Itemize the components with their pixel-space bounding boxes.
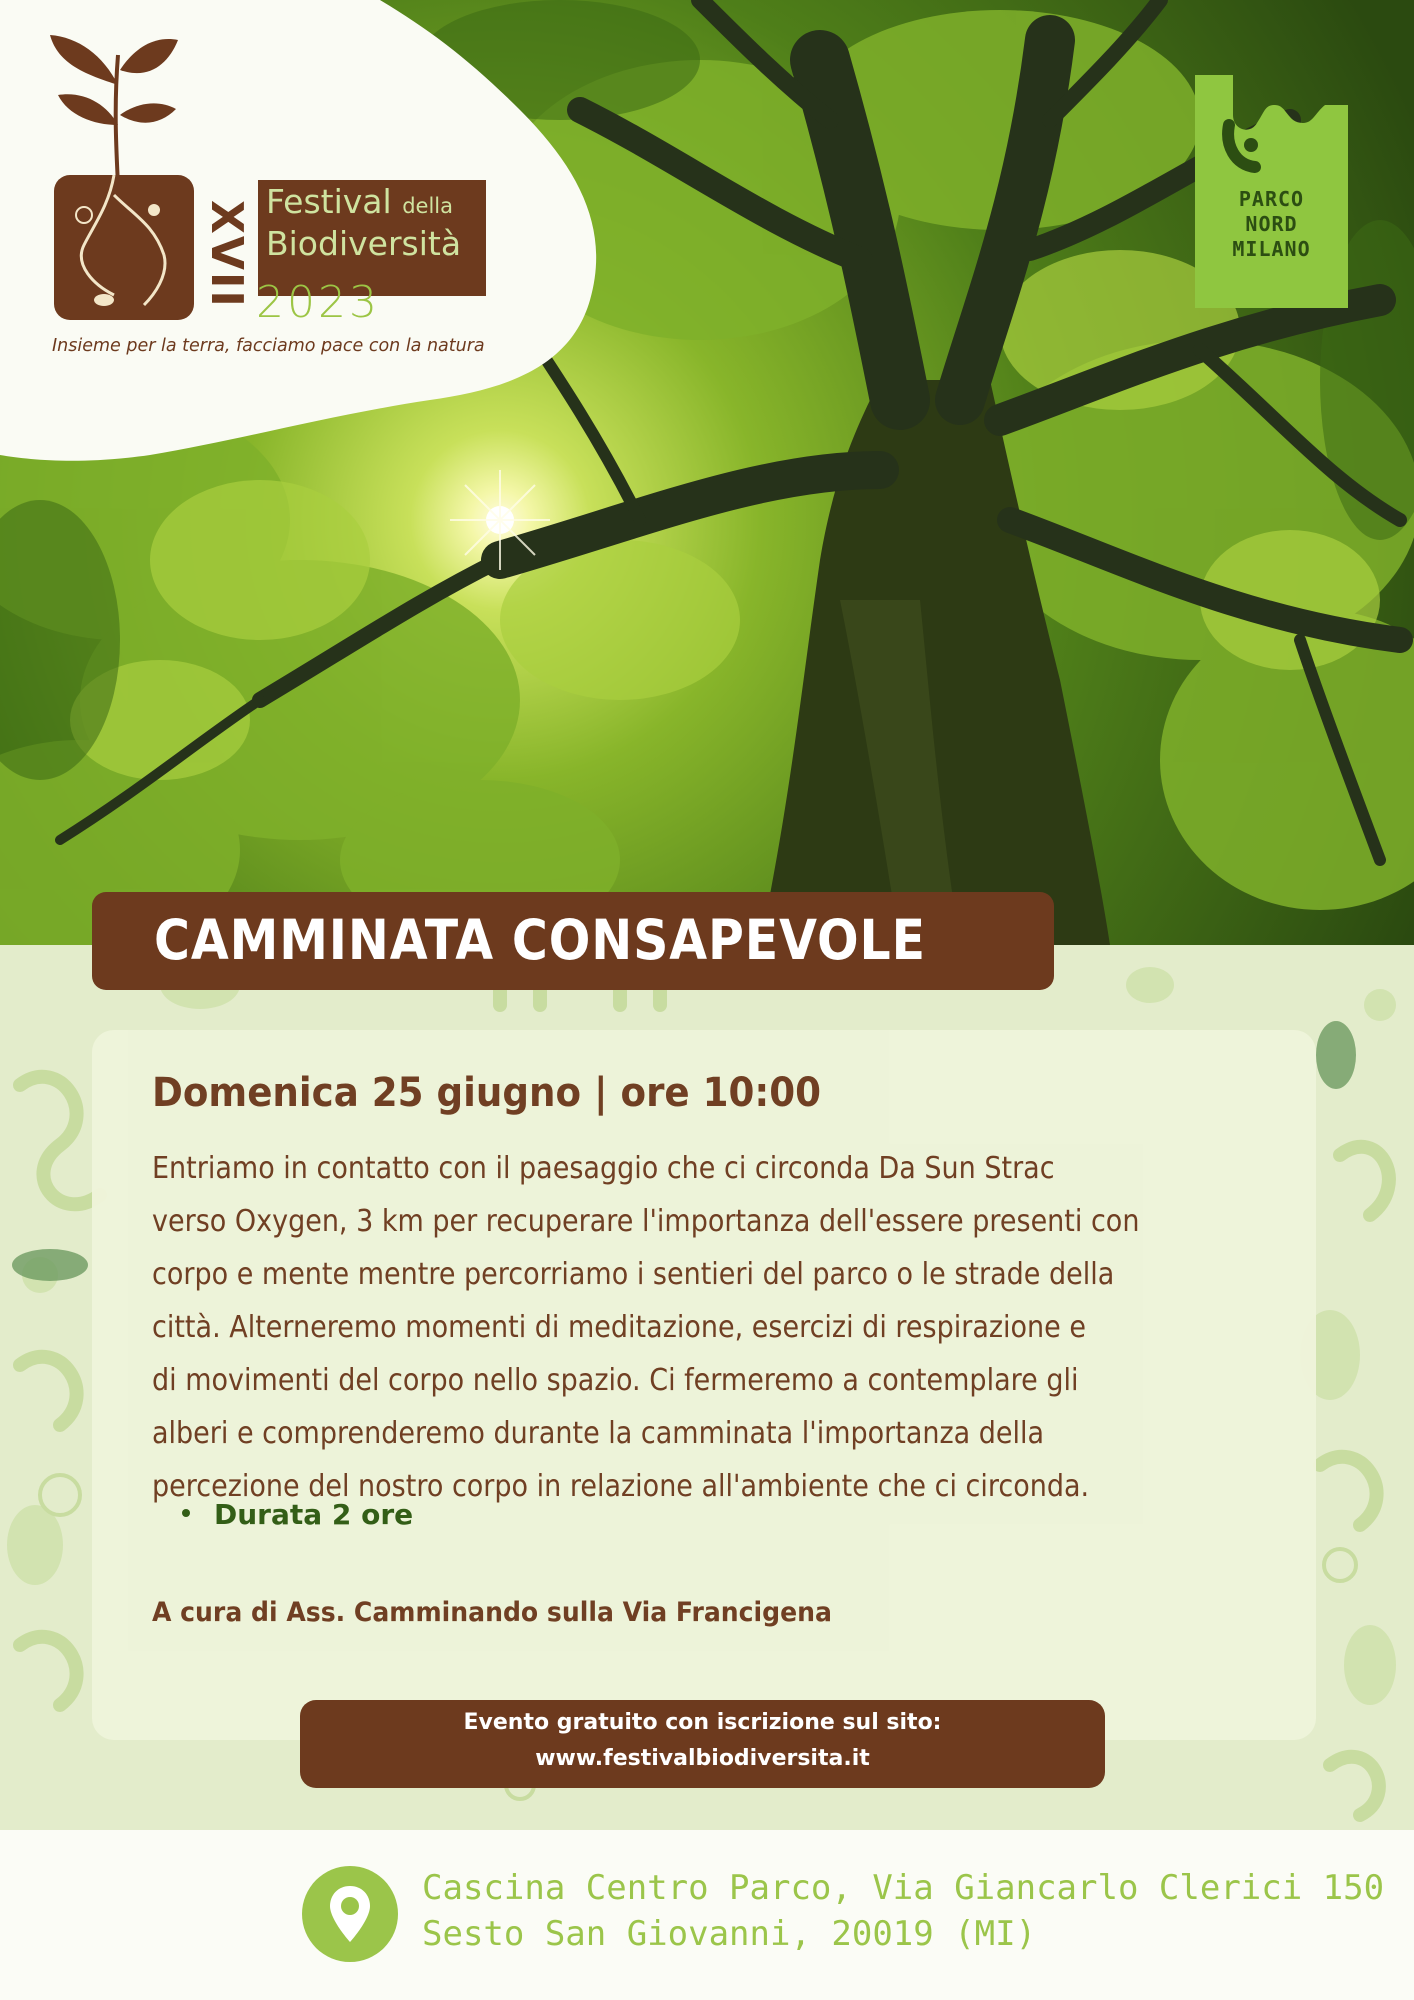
duration-text: Durata 2 ore (214, 1498, 414, 1531)
description-line: alberi e comprenderemo durante la camminata l'importanza della (152, 1416, 1045, 1451)
festival-name-line1: Festival della (266, 182, 453, 221)
description-line: percezione del nostro corpo in relazione all'ambiente che ci circonda. (152, 1469, 1090, 1504)
event-details-card (92, 1030, 1316, 1740)
soil-roots-icon (54, 175, 194, 320)
festival-logo (48, 25, 498, 365)
event-title-banner (92, 892, 1054, 990)
registration-banner[interactable] (300, 1700, 1105, 1788)
description-line: città. Alterneremo momenti di meditazione, esercizi di respirazione e (152, 1310, 1086, 1345)
oak-sprout-icon (48, 25, 208, 185)
edition-numeral: XVII (201, 200, 252, 309)
registration-text: Evento gratuito con iscrizione sul sito: (463, 1710, 942, 1735)
address-line1: Cascina Centro Parco, Via Giancarlo Clerici 150 (422, 1868, 1385, 1908)
event-curator: A cura di Ass. Camminando sulla Via Francigena (152, 1597, 832, 1628)
festival-name-line2: Biodiversità (266, 224, 462, 263)
registration-link[interactable]: www.festivalbiodiversita.it (535, 1746, 870, 1771)
description-line: Entriamo in contatto con il paesaggio che ci circonda Da Sun Strac (152, 1151, 1055, 1186)
event-description (152, 1142, 1196, 1513)
description-line: corpo e mente mentre percorriamo i sentieri del parco o le strade della (152, 1257, 1115, 1292)
soil-emblem (54, 175, 194, 320)
address-line2: Sesto San Giovanni, 20019 (MI) (422, 1914, 1037, 1954)
description-line: di movimenti del corpo nello spazio. Ci fermeremo a contemplare gli (152, 1363, 1079, 1398)
bullet-icon (182, 1509, 190, 1517)
event-title: CAMMINATA CONSAPEVOLE (154, 908, 926, 972)
festival-year: 2023 (256, 277, 380, 328)
event-date: Domenica 25 giugno | ore 10:00 (152, 1070, 822, 1116)
parco-nord-logo (1195, 75, 1348, 308)
map-pin-icon (302, 1866, 398, 1962)
festival-tagline: Insieme per la terra, facciamo pace con la natura (52, 336, 485, 356)
duration-item (182, 1498, 413, 1531)
parco-nord-wordmark: PARCO NORD MILANO (1232, 187, 1311, 261)
description-line: verso Oxygen, 3 km per recuperare l'importanza dell'essere presenti con (152, 1204, 1140, 1239)
location-footer (0, 1830, 1414, 2000)
map-pin-glyph (302, 1866, 398, 1962)
